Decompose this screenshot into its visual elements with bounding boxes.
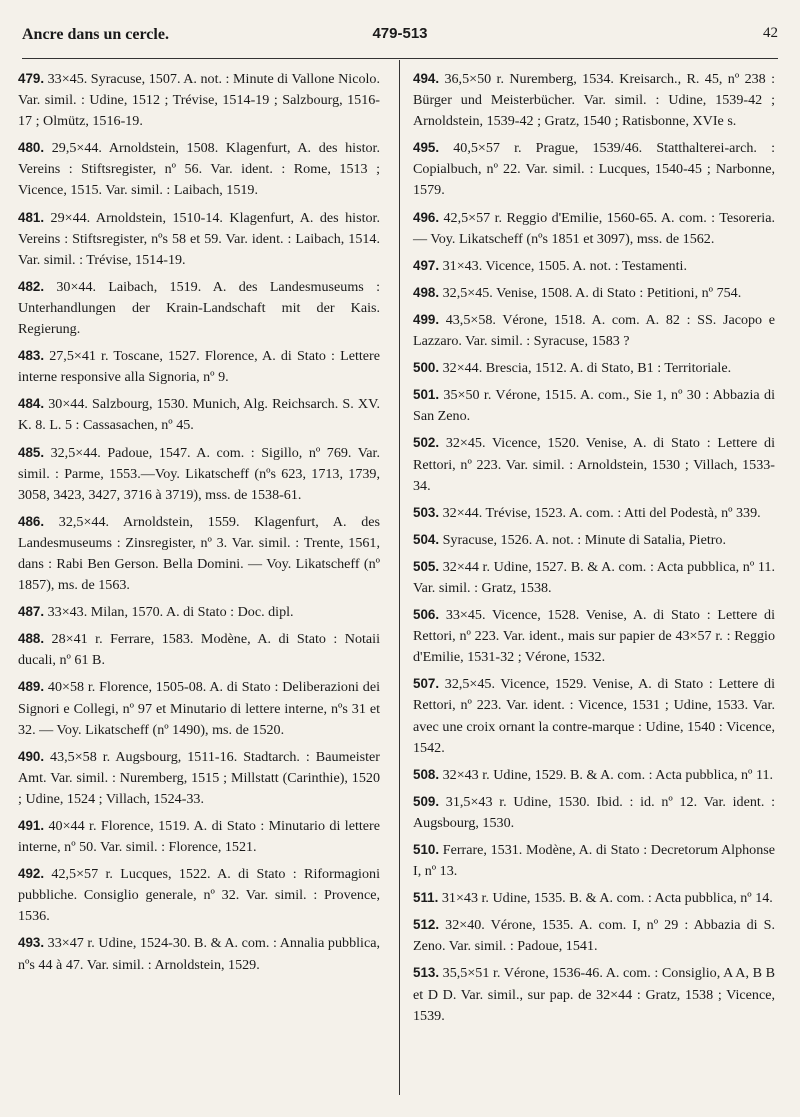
entry-number: 500. [413, 360, 440, 376]
entry-text: 29×44. Arnoldstein, 1510-14. Klagenfurt, A. des histor. Vereins : Stiftsregister, nºs 58 et 59. Var. ident. : Laibach, 1514. Var. simil. : Trévise, 1514-19. [18, 209, 380, 268]
catalog-entry [18, 628, 380, 671]
entry-text: Syracuse, 1526. A. not. : Minute di Satalia, Pietro. [442, 531, 727, 548]
entry-number: 501. [413, 387, 440, 403]
entry-text: 35×50 r. Vérone, 1515. A. com., Sie 1, nº 30 : Abbazia di San Zeno. [413, 387, 775, 425]
entry-text: 33×47 r. Udine, 1524-30. B. & A. com. : Annalia pubblica, nºs 44 à 47. Var. simil. : Arnoldstein, 1529. [18, 935, 380, 973]
entry-text: 40×44 r. Florence, 1519. A. di Stato : Minutario di lettere interne, nº 50. Var. simil. : Florence, 1521. [18, 818, 380, 856]
entry-number: 486. [18, 513, 45, 529]
entry-text: Ferrare, 1531. Modène, A. di Stato : Decretorum Alphonse I, nº 13. [413, 842, 775, 880]
catalog-entry [18, 815, 380, 858]
catalog-entry [413, 432, 775, 496]
entry-number: 494. [413, 71, 440, 86]
catalog-entry [413, 68, 775, 132]
entry-number: 502. [413, 435, 440, 451]
catalog-entry [413, 137, 775, 201]
catalog-entry [18, 207, 380, 271]
entry-text: 31,5×43 r. Udine, 1530. Ibid. : id. nº 12. Var. ident. : Augsbourg, 1530. [413, 793, 775, 831]
entry-text: 33×43. Milan, 1570. A. di Stato : Doc. dipl. [47, 604, 294, 621]
entry-number: 483. [18, 348, 45, 364]
entry-number: 493. [18, 935, 45, 951]
entry-number: 504. [413, 531, 440, 547]
catalog-entry [18, 601, 380, 623]
entry-text: 43,5×58. Vérone, 1518. A. com. A. 82 : SS. Jacopo e Lazzaro. Var. simil. : Syracuse, 1583 ? [413, 311, 775, 350]
entry-text: 33×45. Syracuse, 1507. A. not. : Minute di Vallone Nicolo. Var. simil. : Udine, 1512 ; Trévise, 1514-19 ; Salzbourg, 1516-17 ; Olmütz, 1516-19. [18, 71, 380, 130]
catalog-entry [413, 207, 775, 250]
catalog-entry [18, 511, 380, 596]
entry-number: 488. [18, 631, 45, 647]
running-title: Ancre dans un cercle. [22, 26, 169, 43]
entry-text: 32,5×44. Padoue, 1547. A. com. : Sigillo, nº 769. Var. simil. : Parme, 1553.—Voy. Likatscheff (nºs 623, 1713, 1739, 3058, 3423, 3427, 3716 à 3719), mss. de 1538-61. [18, 444, 380, 503]
entry-text: 28×41 r. Ferrare, 1583. Modène, A. di Stato : Notaii ducali, nº 61 B. [18, 631, 380, 669]
catalog-entry [18, 137, 380, 201]
page-header [22, 22, 778, 50]
entry-number: 491. [18, 818, 45, 833]
entry-number: 499. [413, 311, 440, 327]
catalog-entry [18, 345, 380, 388]
entry-number: 508. [413, 766, 440, 782]
entry-number: 487. [18, 604, 45, 620]
entry-number: 485. [18, 444, 45, 460]
entry-text: 42,5×57 r. Lucques, 1522. A. di Stato : Riformagioni pubbliche. Consiglio generale, nº 32. Var. simil. : Provence, 1536. [18, 866, 380, 925]
entry-text: 32×40. Vérone, 1535. A. com. I, nº 29 : Abbazia di S. Zeno. Var. simil. : Padoue, 1541. [413, 917, 776, 955]
catalog-entry [413, 887, 775, 909]
entry-text: 32,5×44. Arnoldstein, 1559. Klagenfurt, A. des Landesmuseums : Zinsregister, nº 3. Var. simil. : Trente, 1561, dans : Rabi Ben Gerson. Bella Domini. — Voy. Likatscheff (nº 1857), ms. de 1563. [18, 513, 380, 594]
column-divider [399, 60, 400, 1095]
catalog-entry [18, 932, 380, 975]
entry-number: 479. [18, 71, 45, 86]
catalog-entry [18, 68, 380, 132]
entry-text: 32,5×45. Vicence, 1529. Venise, A. di Stato : Lettere di Rettori, nº 223. Var. ident. : Vicence, 1531 ; Udine, 1533. Var. avec une croix ornant la contre-marque : Udine, 1540 : Vicence, 1542. [413, 676, 775, 756]
catalog-entry [413, 556, 775, 599]
entry-text: 36,5×50 r. Nuremberg, 1534. Kreisarch., R. 45, nº 238 : Bürger und Meisterbücher. Var. simil. : Udine, 1539-42 ; Arnoldstein, 1539-42 ; Gratz, 1540 ; Ratisbonne, XVIe s. [413, 71, 775, 130]
right-column [413, 68, 775, 1032]
catalog-entry [18, 442, 380, 506]
catalog-entry [413, 791, 775, 834]
entry-number: 503. [413, 504, 440, 520]
catalog-entry [413, 914, 775, 957]
catalog-entry [18, 276, 380, 340]
entry-text: 32×44 r. Udine, 1527. B. & A. com. : Acta pubblica, nº 11. Var. simil. : Gratz, 1538. [413, 558, 775, 596]
catalog-entry [413, 309, 775, 352]
entry-number: 505. [413, 558, 440, 574]
entry-number: 513. [413, 965, 440, 981]
entry-number: 489. [18, 679, 45, 695]
entry-text: 31×43 r. Udine, 1535. B. & A. com. : Acta pubblica, nº 14. [441, 890, 773, 907]
entry-text: 31×43. Vicence, 1505. A. not. : Testamenti. [442, 257, 687, 274]
entry-number: 497. [413, 257, 440, 273]
entry-number: 481. [18, 209, 45, 225]
catalog-entry [413, 529, 775, 551]
entry-number: 512. [413, 917, 440, 933]
entry-text: 30×44. Salzbourg, 1530. Munich, Alg. Reichsarch. S. XV. K. 8. L. 5 : Cassasachen, nº 45. [18, 396, 380, 434]
catalog-entry [413, 357, 775, 379]
catalog-entry [18, 393, 380, 436]
catalog-entry [18, 676, 380, 740]
page-number: 42 [763, 25, 778, 41]
entry-number: 509. [413, 793, 440, 809]
entry-number: 498. [413, 284, 440, 300]
entry-text: 33×45. Vicence, 1528. Venise, A. di Stato : Lettere di Rettori, nº 223. Var. ident., mais sur papier de 43×57 r. : Reggio d'Emilie, 1531-32 ; Vérone, 1532. [413, 607, 775, 666]
entry-text: 32,5×45. Venise, 1508. A. di Stato : Petitioni, nº 754. [442, 284, 742, 301]
entry-text: 32×44. Trévise, 1523. A. com. : Atti del Podestà, nº 339. [442, 504, 761, 521]
entry-range: 479-513 [372, 25, 428, 42]
entry-number: 506. [413, 607, 440, 623]
entry-number: 492. [18, 866, 45, 882]
left-column [18, 68, 380, 981]
catalog-entry [413, 502, 775, 524]
entry-text: 32×45. Vicence, 1520. Venise, A. di Stato : Lettere di Rettori, nº 223. Var. simil. : Arnoldstein, 1530 ; Villach, 1533-34. [413, 435, 775, 494]
catalog-entry [18, 746, 380, 810]
entry-text: 42,5×57 r. Reggio d'Emilie, 1560-65. A. com. : Tesoreria. — Voy. Likatscheff (nºs 1851 et 3097), mss. de 1562. [413, 209, 775, 247]
catalog-entry [413, 764, 775, 786]
entry-text: 30×44. Laibach, 1519. A. des Landesmuseums : Unterhandlungen der Krain-Landschaft mit der Kais. Regierung. [18, 278, 380, 338]
catalog-entry [413, 255, 775, 277]
entry-number: 482. [18, 278, 45, 294]
catalog-entry [413, 673, 775, 758]
catalog-entry [413, 282, 775, 304]
entry-number: 495. [413, 140, 440, 156]
entry-number: 480. [18, 140, 45, 156]
catalog-entry [413, 839, 775, 882]
entry-number: 484. [18, 396, 45, 412]
header-rule [22, 58, 778, 59]
entry-text: 40,5×57 r. Prague, 1539/46. Statthalterei-arch. : Copialbuch, nº 22. Var. simil. : Lucques, 1540-45 ; Narbonne, 1579. [413, 140, 775, 199]
catalog-entry [413, 384, 775, 427]
entry-number: 511. [413, 890, 439, 906]
entry-text: 40×58 r. Florence, 1505-08. A. di Stato : Deliberazioni dei Signori e Collegi, nº 97 et Minutario di lettere interne, nºs 31 et 32. — Voy. Likatscheff (nº 1490), ms. de 1520. [18, 679, 380, 738]
catalog-entry [413, 604, 775, 668]
entry-text: 35,5×51 r. Vérone, 1536-46. A. com. : Consiglio, A A, B B et D D. Var. simil., sur pap. de 32×44 : Gratz, 1538 ; Vicence, 1539. [413, 965, 775, 1024]
entry-text: 32×44. Brescia, 1512. A. di Stato, B1 : Territoriale. [442, 360, 732, 377]
entry-text: 32×43 r. Udine, 1529. B. & A. com. : Acta pubblica, nº 11. [442, 766, 774, 783]
entry-number: 510. [413, 842, 440, 857]
entry-number: 490. [18, 748, 45, 764]
entry-number: 507. [413, 676, 440, 692]
entry-text: 27,5×41 r. Toscane, 1527. Florence, A. di Stato : Lettere interne responsive alla Signoria, nº 9. [18, 348, 380, 386]
catalog-entry [413, 962, 775, 1026]
entry-text: 43,5×58 r. Augsbourg, 1511-16. Stadtarch. : Baumeister Amt. Var. simil. : Nuremberg, 1515 ; Millstatt (Carinthie), 1520 ; Udine, 1524 ; Villach, 1524-33. [18, 748, 380, 807]
entry-text: 29,5×44. Arnoldstein, 1508. Klagenfurt, A. des histor. Vereins : Stiftsregister, nº 56. Var. ident. : Rome, 1513 ; Vicence, 1515. Var. simil. : Laibach, 1519. [18, 140, 380, 199]
catalog-entry [18, 863, 380, 927]
entry-number: 496. [413, 209, 440, 225]
